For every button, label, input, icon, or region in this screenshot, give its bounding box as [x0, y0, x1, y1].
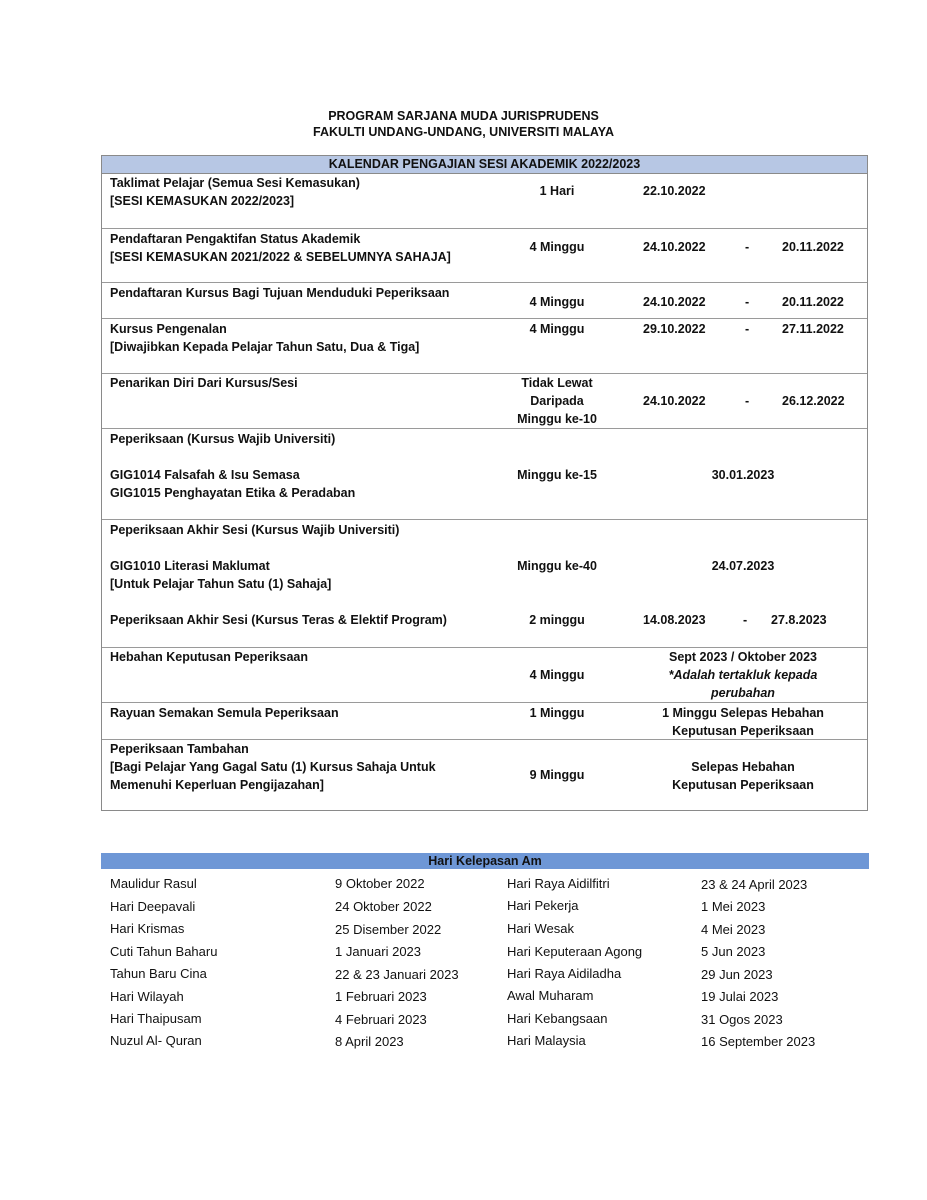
holiday-name: Hari Pekerja: [507, 898, 579, 913]
holiday-date: 8 April 2023: [335, 1034, 404, 1049]
activity-label: Pendaftaran Kursus Bagi Tujuan Menduduki Peperiksaan: [110, 286, 450, 300]
holiday-name: Cuti Tahun Baharu: [110, 944, 218, 959]
academic-calendar-table: [101, 155, 868, 811]
course-item: GIG1010 Literasi Maklumat: [110, 559, 270, 573]
start-date: 14.08.2023: [643, 613, 706, 627]
course-item: GIG1014 Falsafah & Isu Semasa: [110, 468, 300, 482]
table-row: [102, 702, 867, 740]
activity-note: [Diwajibkan Kepada Pelajar Tahun Satu, Dua & Tiga]: [110, 340, 420, 354]
holiday-date: 4 Mei 2023: [701, 922, 766, 937]
activity-label: Penarikan Diri Dari Kursus/Sesi: [110, 376, 298, 390]
supplementary-period: Keputusan Peperiksaan: [672, 778, 814, 792]
result-note: *Adalah tertakluk kepada: [668, 668, 818, 682]
duration: 4 Minggu: [529, 240, 585, 254]
duration: 9 Minggu: [529, 768, 585, 782]
course-item: GIG1015 Penghayatan Etika & Peradaban: [110, 486, 356, 500]
table-row: [102, 318, 867, 373]
table-row: [102, 647, 867, 703]
holiday-date: 22 & 23 Januari 2023: [335, 967, 459, 982]
start-date: 24.10.2022: [643, 295, 706, 309]
table-row: [102, 428, 867, 520]
table-row: [102, 228, 867, 283]
start-date: 22.10.2022: [643, 184, 706, 198]
faculty-title: FAKULTI UNDANG-UNDANG, UNIVERSITI MALAYA: [313, 125, 614, 139]
exam-date: 30.01.2023: [711, 468, 775, 482]
holidays-title: Hari Kelepasan Am: [101, 853, 869, 869]
holiday-name: Hari Raya Aidiladha: [507, 966, 622, 981]
holiday-name: Hari Kebangsaan: [507, 1011, 608, 1026]
holiday-name: Hari Malaysia: [507, 1033, 586, 1048]
start-date: 24.10.2022: [643, 240, 706, 254]
activity-label: Rayuan Semakan Semula Peperiksaan: [110, 706, 339, 720]
duration-line-2: Daripada: [530, 394, 584, 408]
table-row: [102, 174, 867, 228]
holiday-name: Hari Wilayah: [110, 989, 184, 1004]
holiday-date: 19 Julai 2023: [701, 989, 779, 1004]
activity-label: Peperiksaan Akhir Sesi (Kursus Teras & Elektif Program): [110, 613, 447, 627]
end-date: 20.11.2022: [782, 295, 844, 309]
holiday-date: 29 Jun 2023: [701, 967, 773, 982]
result-note: perubahan: [711, 686, 775, 700]
date-separator: -: [745, 322, 750, 336]
holiday-name: Hari Krismas: [110, 921, 185, 936]
holiday-name: Nuzul Al- Quran: [110, 1033, 202, 1048]
date-separator: -: [745, 295, 750, 309]
end-date: 26.12.2022: [782, 394, 845, 408]
holiday-name: Hari Thaipusam: [110, 1011, 202, 1026]
end-date: 27.11.2022: [782, 322, 844, 336]
holiday-date: 1 Januari 2023: [335, 944, 422, 959]
holiday-date: 16 September 2023: [701, 1034, 816, 1049]
activity-label: Taklimat Pelajar (Semua Sesi Kemasukan): [110, 176, 360, 190]
holiday-date: 23 & 24 April 2023: [701, 877, 808, 892]
supplementary-period: Selepas Hebahan: [691, 760, 795, 774]
holiday-date: 4 Februari 2023: [335, 1012, 427, 1027]
activity-label: Kursus Pengenalan: [110, 322, 227, 336]
holiday-name: Hari Wesak: [507, 921, 574, 936]
activity-label: Pendaftaran Pengaktifan Status Akademik: [110, 232, 361, 246]
duration: 4 Minggu: [529, 295, 585, 309]
holiday-date: 5 Jun 2023: [701, 944, 766, 959]
duration: 4 Minggu: [529, 668, 585, 682]
duration: Minggu ke-15: [517, 468, 597, 482]
holiday-name: Awal Muharam: [507, 988, 594, 1003]
exam-date: 24.07.2023: [711, 559, 775, 573]
duration: 4 Minggu: [529, 322, 585, 336]
result-period: Sept 2023 / Oktober 2023: [669, 650, 817, 664]
end-date: 27.8.2023: [771, 613, 827, 627]
holiday-name: Tahun Baru Cina: [110, 966, 207, 981]
appeal-period: 1 Minggu Selepas Hebahan: [662, 706, 824, 720]
holiday-name: Hari Keputeraan Agong: [507, 944, 643, 959]
activity-label: Peperiksaan Akhir Sesi (Kursus Wajib Universiti): [110, 523, 400, 537]
holiday-date: 24 Oktober 2022: [335, 899, 432, 914]
activity-note: Memenuhi Keperluan Pengijazahan]: [110, 778, 324, 792]
holiday-name: Maulidur Rasul: [110, 876, 197, 891]
duration: Minggu ke-40: [517, 559, 597, 573]
activity-label: Peperiksaan Tambahan: [110, 742, 249, 756]
table-row: [102, 519, 867, 647]
table-row: [102, 373, 867, 429]
duration-line-1: Tidak Lewat: [521, 376, 593, 390]
activity-note: [Bagi Pelajar Yang Gagal Satu (1) Kursus Sahaja Untuk: [110, 760, 436, 774]
duration-line-3: Minggu ke-10: [517, 412, 597, 426]
duration: 1 Minggu: [529, 706, 585, 720]
end-date: 20.11.2022: [782, 240, 844, 254]
holiday-date: 25 Disember 2022: [335, 922, 442, 937]
holiday-name: Hari Deepavali: [110, 899, 196, 914]
holiday-name: Hari Raya Aidilfitri: [507, 876, 610, 891]
holiday-date: 31 Ogos 2023: [701, 1012, 783, 1027]
course-note: [Untuk Pelajar Tahun Satu (1) Sahaja]: [110, 577, 332, 591]
calendar-title: KALENDAR PENGAJIAN SESI AKADEMIK 2022/2023: [102, 156, 867, 174]
duration: 1 Hari: [539, 184, 575, 198]
date-separator: -: [743, 613, 748, 627]
start-date: 24.10.2022: [643, 394, 706, 408]
holiday-date: 1 Februari 2023: [335, 989, 427, 1004]
holiday-date: 1 Mei 2023: [701, 899, 766, 914]
date-separator: -: [745, 240, 750, 254]
start-date: 29.10.2022: [643, 322, 706, 336]
table-row: [102, 739, 867, 811]
activity-label: Peperiksaan (Kursus Wajib Universiti): [110, 432, 336, 446]
date-separator: -: [745, 394, 750, 408]
table-row: [102, 282, 867, 319]
document-title: PROGRAM SARJANA MUDA JURISPRUDENS: [328, 109, 599, 123]
activity-note: [SESI KEMASUKAN 2022/2023]: [110, 194, 295, 208]
duration: 2 minggu: [529, 613, 585, 627]
holiday-date: 9 Oktober 2022: [335, 876, 425, 891]
appeal-period: Keputusan Peperiksaan: [672, 724, 814, 738]
activity-label: Hebahan Keputusan Peperiksaan: [110, 650, 308, 664]
activity-note: [SESI KEMASUKAN 2021/2022 & SEBELUMNYA SAHAJA]: [110, 250, 451, 264]
